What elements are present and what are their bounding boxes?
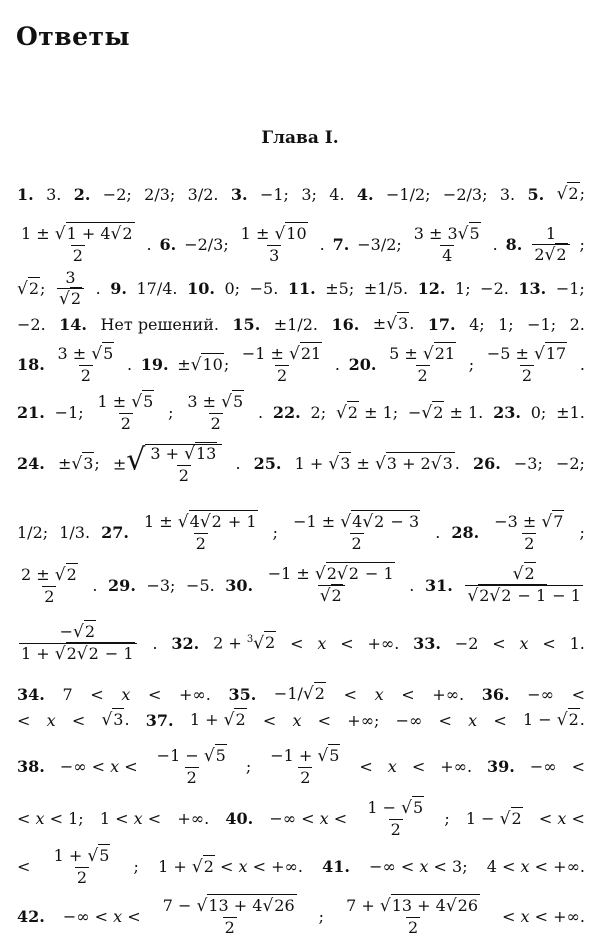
- answer-line-14: < x < 1; 1 < x < +∞. 40. −∞ < x < $\frac{1 - √5}{2}$ ; 1 − √2 < x <: [17, 798, 585, 839]
- chapter-title: Глава I.: [261, 128, 339, 148]
- answer-line-8: 1/2; 1/3. 27. $\frac{1 \pm √4√2 + 1}{2}$ ; $\frac{-1 \pm √4√2 - 3}{2}$ . 28. $\frac{-3 \pm √7}{2}$ ;: [17, 512, 585, 553]
- answer-line-5: 18. $\frac{3 \pm √5}{2}$ . 19. ±√10; $\frac{-1 \pm √21}{2}$ . 20. $\frac{5 \pm √21}{2}$ ; $\frac{-5 \pm √17}{2}$ .: [17, 344, 585, 385]
- answer-line-1: 1. 3. 2. −2; 2/3; 3/2. 3. −1; 3; 4. 4. −1/2; −2/3; 3. 5. √2;: [17, 184, 585, 204]
- answer-line-6: 21. −1; $\frac{1 \pm √5}{2}$ ; $\frac{3 \pm √5}{2}$ . 22. 2; √2 ± 1; −√2 ± 1. 23. 0; ±1.: [17, 392, 585, 433]
- answer-line-4: −2. 14. Нет решений. 15. ±1/2. 16. ±√3. 17. 4; 1; −1; 2.: [17, 314, 585, 334]
- answer-line-16: 42. −∞ < x < $\frac{7 - √13 + 4√26}{2}$ ; $\frac{7 + √13 + 4√26}{2}$ < x < +∞.: [17, 896, 585, 937]
- answer-line-3: √2; $\frac{3}{√2}$ . 9. 17/4. 10. 0; −5. 11. ±5; ±1/5. 12. 1; −2. 13. −1;: [17, 268, 585, 309]
- answer-line-12: < x < √3. 37. 1 + √2 < x < +∞; −∞ < x < 1 − √2.: [17, 710, 585, 730]
- answer-line-7: 24. ±√3; ±√ $\frac{3 + √13}{2}$ . 25. 1 + √3 ± √3 + 2√3 . 26. −3; −2;: [17, 442, 585, 485]
- answer-line-2: $\frac{1 \pm √1 + 4√2}{2}$ . 6. −2/3; $\frac{1 \pm √10}{3}$ . 7. −3/2; $\frac{3 \pm 3√5}{4}$ . 8. $\frac{1}{2√2}$ ;: [21, 224, 585, 265]
- answer-line-11: 34. 7 < x < +∞. 35. −1/√2 < x < +∞. 36. −∞ <: [17, 684, 585, 704]
- answer-line-10: $\frac{-√2}{1 + √2√2 - 1}$ . 32. 2 + $^3$√2 < x < +∞. 33. −2 < x < 1.: [21, 622, 585, 664]
- answer-line-9: $\frac{2 \pm √2}{2}$ . 29. −3; −5. 30. $\frac{-1 \pm √2√2 - 1}{√2}$ . 31. $\frac{√2}{√2√2 - 1 - 1}$: [21, 564, 581, 606]
- answer-line-13: 38. −∞ < x < $\frac{-1 - √5}{2}$ ; $\frac{-1 + √5}{2}$ < x < +∞. 39. −∞ <: [17, 746, 585, 787]
- answer-line-15: < $\frac{1 + √5}{2}$ ; 1 + √2 < x < +∞. 41. −∞ < x < 3; 4 < x < +∞.: [17, 846, 585, 887]
- page-heading: Ответы: [16, 22, 131, 51]
